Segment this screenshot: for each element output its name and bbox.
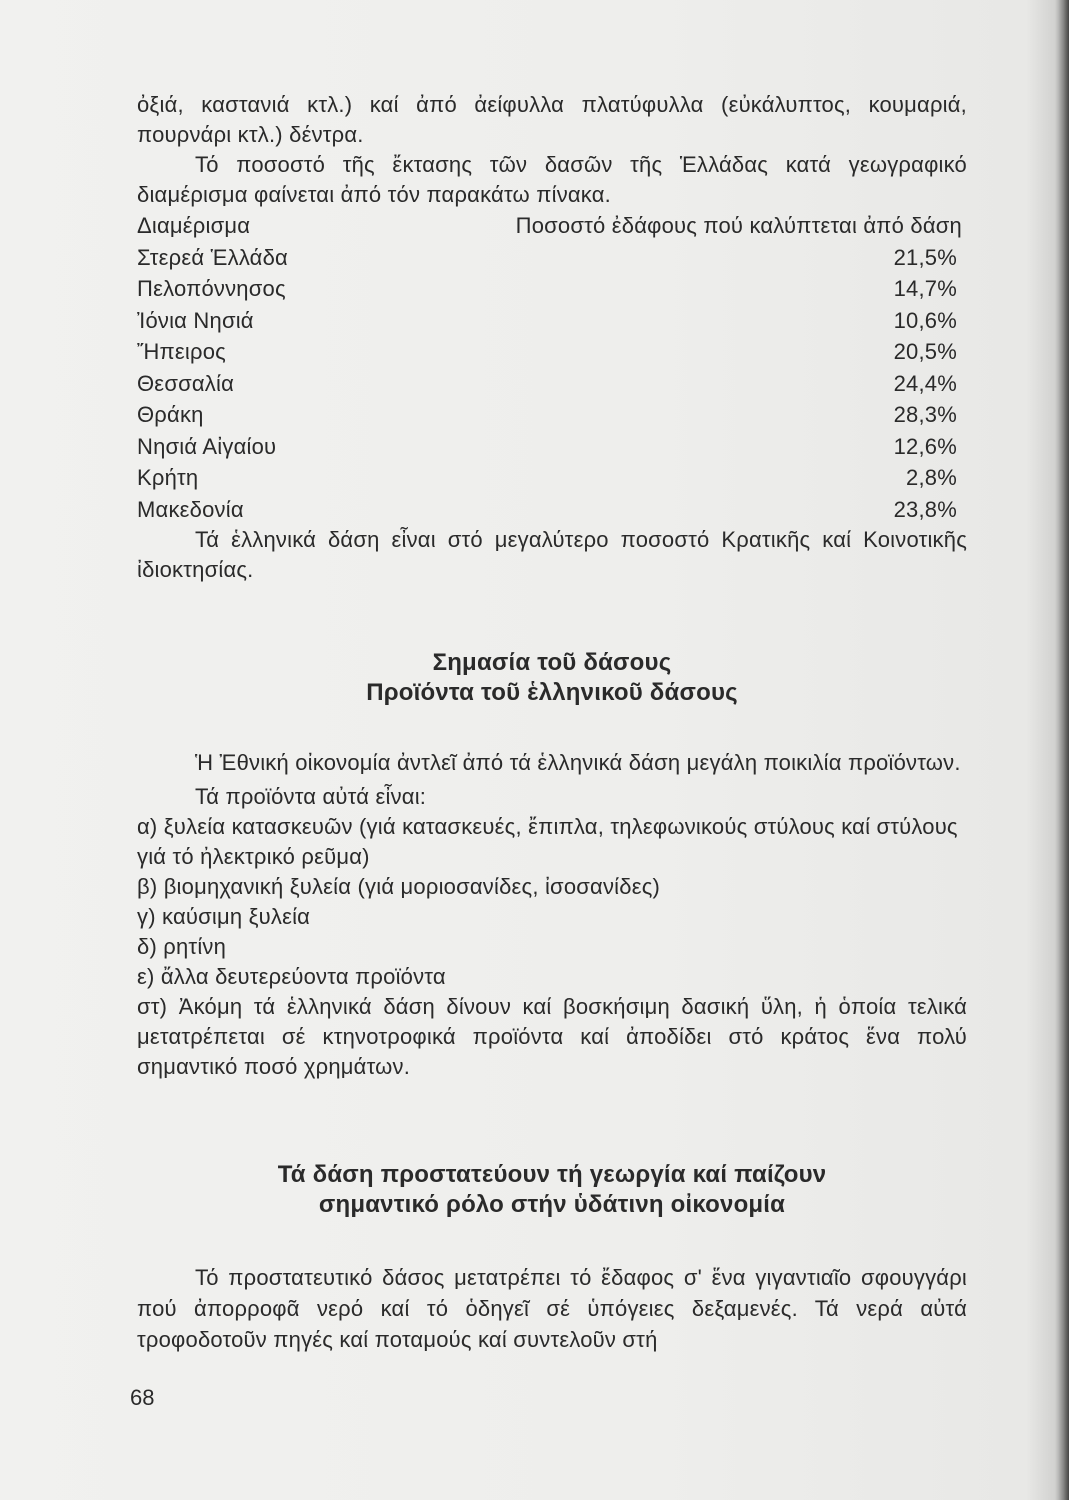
region-name: Θράκη bbox=[137, 402, 204, 427]
text-block bbox=[137, 90, 967, 585]
region-percent: 23,8% bbox=[893, 496, 957, 522]
section-subheading: σημαντικό ρόλο στήν ὑδάτινη οἰκονομία bbox=[318, 1191, 786, 1218]
table-row bbox=[137, 368, 967, 400]
products-block bbox=[137, 748, 967, 1082]
final-paragraph: Τό προστατευτικό δάσος μετατρέπει τό ἔδαφος σ' ἕνα γιγαντιαῖο σφουγγάρι πού ἀπορροφᾶ νερό καί τό ὁδηγεῖ σέ ὑπόγειες δεξαμενές. Τά νερά αὐτά τροφοδοτοῦν πηγές καί ποταμούς καί συντελοῦν στή bbox=[137, 1265, 967, 1352]
list-item: γ) καύσιμη ξυλεία bbox=[137, 904, 311, 929]
list-item: ε) ἄλλα δευτερεύοντα προϊόντα bbox=[137, 964, 446, 989]
section-water bbox=[137, 1160, 967, 1220]
table-row bbox=[137, 462, 967, 494]
list-item: στ) Ἀκόμη τά ἑλληνικά δάση δίνουν καί βοσκήσιμη δασική ὕλη, ἡ ὁποία τελικά μετατρέπεται σέ κτηνοτροφικά προϊόντα καί ἀποδίδει στό κράτος ἕνα πολύ σημαντικό ποσό χρημάτων. bbox=[137, 994, 967, 1079]
region-percent: 10,6% bbox=[893, 307, 957, 333]
intro-table-paragraph: Τό ποσοστό τῆς ἔκτασης τῶν δασῶν τῆς Ἑλλάδας κατά γεωγραφικό διαμέρισμα φαίνεται ἀπό τόν παρακάτω πίνακα. bbox=[137, 152, 967, 207]
table-row bbox=[137, 494, 967, 526]
table-header-row bbox=[137, 210, 967, 242]
region-name: Πελοπόννησος bbox=[137, 276, 286, 301]
region-name: Ἤπειρος bbox=[137, 339, 226, 364]
region-name: Μακεδονία bbox=[137, 496, 244, 522]
table-header-region: Διαμέρισμα bbox=[137, 213, 251, 238]
table-row bbox=[137, 336, 967, 368]
section-heading: Τά δάση προστατεύουν τή γεωργία καί παίζουν bbox=[277, 1161, 827, 1188]
table-row bbox=[137, 431, 967, 463]
region-percent: 2,8% bbox=[906, 465, 957, 490]
page-edge-shadow bbox=[1055, 0, 1069, 1500]
section-subheading: Προϊόντα τοῦ ἑλληνικοῦ δάσους bbox=[366, 679, 738, 706]
forest-table bbox=[137, 210, 967, 525]
intro-paragraph: ὀξιά, καστανιά κτλ.) καί ἀπό ἀείφυλλα πλατύφυλλα (εὐκάλυπτος, κουμαριά, πουρνάρι κτλ.) δέντρα. bbox=[137, 92, 967, 147]
region-name: Θεσσαλία bbox=[137, 370, 235, 396]
table-row bbox=[137, 305, 967, 337]
region-name: Νησιά Αἰγαίου bbox=[137, 433, 277, 459]
region-name: Κρήτη bbox=[137, 465, 199, 490]
region-name: Στερεά Ἑλλάδα bbox=[137, 244, 288, 270]
economy-paragraph: Ἡ Ἐθνική οἰκονομία ἀντλεῖ ἀπό τά ἑλληνικά δάση μεγάλη ποικιλία προϊόντων. bbox=[195, 750, 961, 775]
region-percent: 12,6% bbox=[893, 433, 957, 459]
region-name: Ἰόνια Νησιά bbox=[137, 307, 254, 333]
ownership-paragraph: Τά ἑλληνικά δάση εἶναι στό μεγαλύτερο ποσοστό Κρατικῆς καί Κοινοτικῆς ἰδιοκτησίας. bbox=[137, 527, 967, 582]
products-intro: Τά προϊόντα αὐτά εἶναι: bbox=[195, 784, 427, 809]
table-row bbox=[137, 273, 967, 305]
region-percent: 20,5% bbox=[893, 339, 957, 364]
section-products bbox=[137, 648, 967, 708]
region-percent: 21,5% bbox=[893, 244, 957, 270]
list-item: δ) ρητίνη bbox=[137, 934, 227, 959]
final-block bbox=[137, 1262, 967, 1355]
region-percent: 28,3% bbox=[893, 402, 957, 427]
table-row bbox=[137, 242, 967, 274]
list-item: β) βιομηχανική ξυλεία (γιά μοριοσανίδες, ἰσοσανίδες) bbox=[137, 874, 661, 899]
section-heading: Σημασία τοῦ δάσους bbox=[432, 649, 672, 676]
page-number: 68 bbox=[130, 1385, 155, 1410]
region-percent: 14,7% bbox=[893, 276, 957, 301]
region-percent: 24,4% bbox=[893, 370, 957, 396]
table-header-percent: Ποσοστό ἐδάφους πού καλύπτεται ἀπό δάση bbox=[515, 213, 962, 238]
table-row bbox=[137, 399, 967, 431]
list-item: α) ξυλεία κατασκευῶν (γιά κατασκευές, ἔπιπλα, τηλεφωνικούς στύλους καί στύλους γιά τό ἠλεκτρικό ρεῦμα) bbox=[137, 814, 958, 869]
